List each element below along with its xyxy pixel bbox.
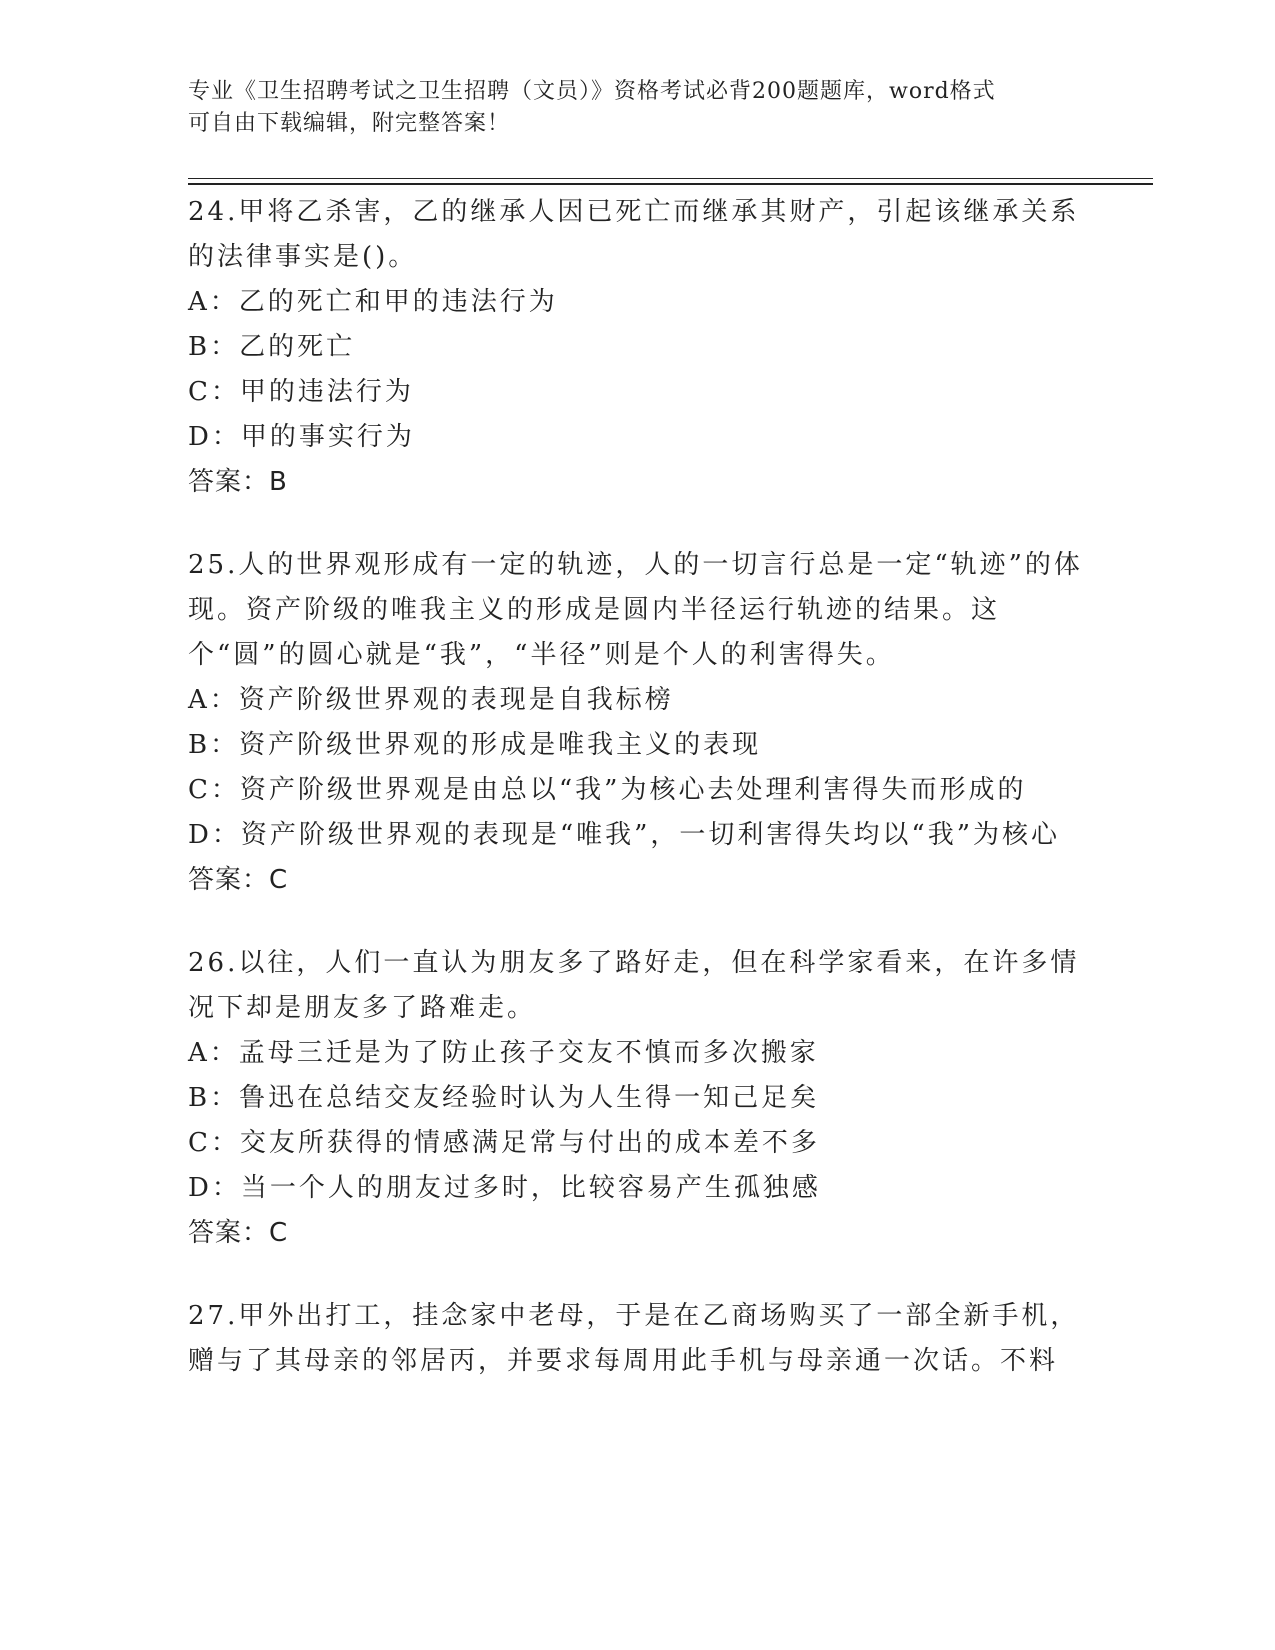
- header-line-2: 可自由下载编辑，附完整答案！: [188, 111, 511, 136]
- option-c: C：甲的违法行为: [188, 377, 414, 407]
- answer-line: 答案：C: [188, 865, 289, 895]
- question-26: [188, 941, 1088, 1256]
- option-a: A：资产阶级世界观的表现是自我标榜: [188, 685, 674, 715]
- question-27: [188, 1294, 1088, 1384]
- option-b: B：资产阶级世界观的形成是唯我主义的表现: [188, 730, 762, 760]
- option-c: C：资产阶级世界观是由总以“我”为核心去处理利害得失而形成的: [188, 775, 1027, 805]
- document-header: [188, 76, 1068, 140]
- option-a: A：乙的死亡和甲的违法行为: [188, 287, 558, 317]
- question-stem: 27.甲外出打工，挂念家中老母，于是在乙商场购买了一部全新手机，赠与了其母亲的邻居丙，并要求每周用此手机与母亲通一次话。不料: [188, 1301, 1080, 1376]
- option-c: C：交友所获得的情感满足常与付出的成本差不多: [188, 1128, 820, 1158]
- option-a: A：孟母三迁是为了防止孩子交友不慎而多次搬家: [188, 1038, 819, 1068]
- option-d: D：资产阶级世界观的表现是“唯我”，一切利害得失均以“我”为核心: [188, 820, 1061, 850]
- question-stem: 25.人的世界观形成有一定的轨迹，人的一切言行总是一定“轨迹”的体现。资产阶级的唯我主义的形成是圆内半径运行轨迹的结果。这个“圆”的圆心就是“我”，“半径”则是个人的利害得失。: [188, 550, 1083, 670]
- option-d: D：甲的事实行为: [188, 422, 415, 452]
- question-list: [188, 190, 1088, 1422]
- option-b: B：鲁迅在总结交友经验时认为人生得一知己足矣: [188, 1083, 820, 1113]
- header-line-1: 专业《卫生招聘考试之卫生招聘（文员）》资格考试必背200题题库，word格式: [188, 79, 996, 104]
- question-stem: 24.甲将乙杀害，乙的继承人因已死亡而继承其财产，引起该继承关系的法律事实是()。: [188, 197, 1080, 272]
- option-d: D：当一个人的朋友过多时，比较容易产生孤独感: [188, 1173, 821, 1203]
- question-25: [188, 543, 1088, 903]
- header-rule-thin: [188, 178, 1153, 179]
- question-24: [188, 190, 1088, 505]
- question-stem: 26.以往，人们一直认为朋友多了路好走，但在科学家看来，在许多情况下却是朋友多了路难走。: [188, 948, 1080, 1023]
- answer-line: 答案：C: [188, 1218, 289, 1248]
- answer-line: 答案：B: [188, 467, 288, 497]
- option-b: B：乙的死亡: [188, 332, 356, 362]
- header-rule-thick: [188, 183, 1153, 185]
